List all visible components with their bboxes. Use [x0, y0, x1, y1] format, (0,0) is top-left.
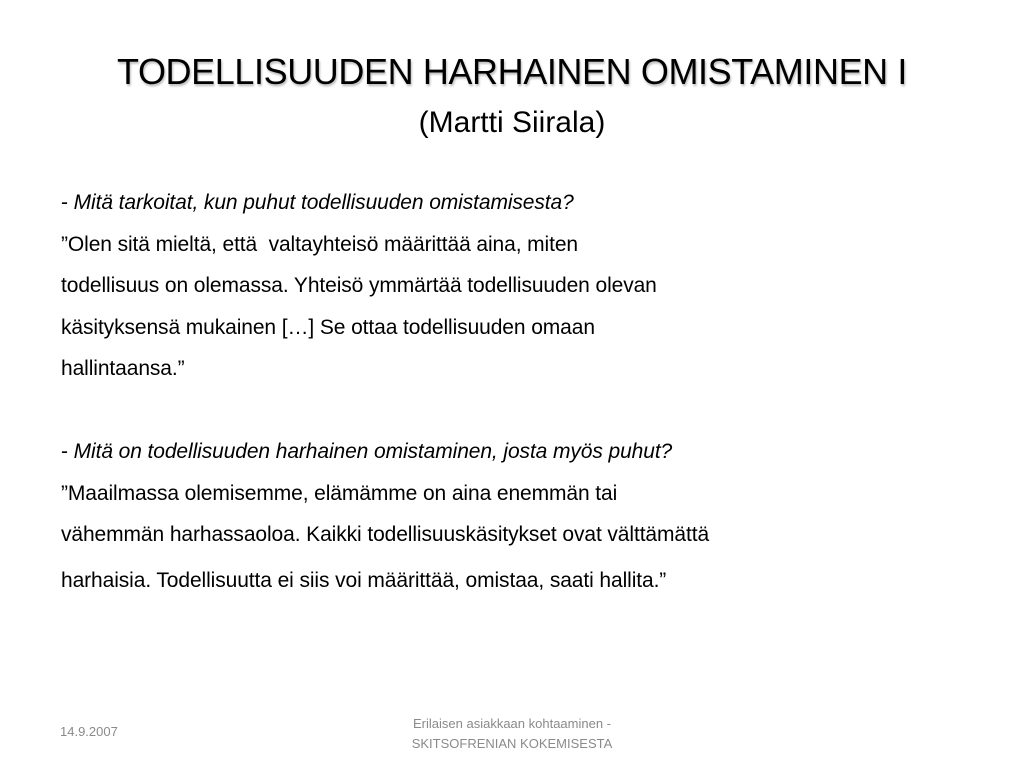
slide-title: TODELLISUUDEN HARHAINEN OMISTAMINEN I	[117, 51, 907, 92]
footer-title-line-2: SKITSOFRENIAN KOKEMISESTA	[411, 736, 613, 751]
question-1-dash: -	[61, 191, 74, 214]
question-1	[61, 182, 961, 224]
answer-1-line-1: ”Olen sitä mieltä, että valtayhteisö määrittää aina, miten	[61, 232, 579, 256]
answer-1-line-2: todellisuus on olemassa. Yhteisö ymmärtää todellisuuden olevan	[61, 274, 657, 297]
question-1-text: Mitä tarkoitat, kun puhut todellisuuden omistamisesta?	[73, 191, 574, 214]
question-2-dash: -	[61, 440, 74, 463]
slide-body	[61, 182, 961, 601]
footer-title-line-1: Erilaisen asiakkaan kohtaaminen -	[413, 716, 611, 731]
answer-2-line-1: ”Maailmassa olemisemme, elämämme on aina enemmän tai	[61, 481, 618, 505]
question-2	[61, 431, 961, 473]
footer-title	[362, 714, 662, 754]
paragraph-spacer	[61, 390, 961, 432]
answer-1-line-3: käsityksensä mukainen […] Se ottaa todellisuuden omaan	[61, 315, 595, 339]
answer-1-line-4: hallintaansa.”	[61, 357, 185, 380]
slide-subtitle: (Martti Siirala)	[418, 106, 606, 139]
question-2-text: Mitä on todellisuuden harhainen omistaminen, josta myös puhut?	[73, 440, 673, 463]
answer-2-line-3: harhaisia. Todellisuutta ei siis voi määrittää, omistaa, saati hallita.”	[61, 568, 667, 592]
footer-date: 14.9.2007	[60, 724, 118, 739]
answer-2-line-2: vähemmän harhassaoloa. Kaikki todellisuuskäsitykset ovat välttämättä	[61, 523, 710, 546]
